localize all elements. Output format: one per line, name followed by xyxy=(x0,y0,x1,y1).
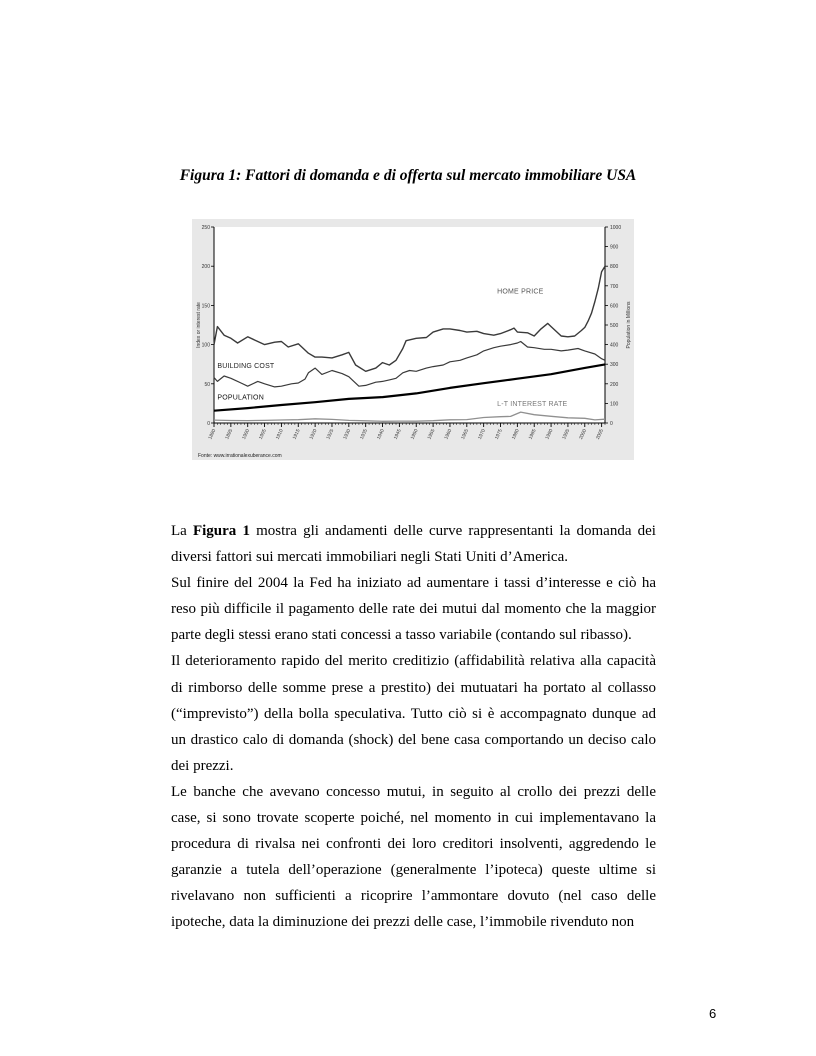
l-t-interest-rate-label: L-T INTEREST RATE xyxy=(497,400,568,408)
x-tick-label: 1945 xyxy=(393,428,403,441)
page-number: 6 xyxy=(709,1006,717,1021)
right-tick-label: 600 xyxy=(610,303,619,310)
right-tick-label: 1000 xyxy=(610,225,622,231)
x-tick-label: 1900 xyxy=(241,428,252,441)
x-tick-label: 1980 xyxy=(511,428,521,441)
x-tick-label: 1970 xyxy=(477,428,487,441)
x-tick-label: 1890 xyxy=(208,428,218,441)
x-tick-label: 1985 xyxy=(528,428,538,441)
right-tick-label: 800 xyxy=(610,264,619,271)
x-tick-label: 1930 xyxy=(343,428,353,441)
housing-factors-chart xyxy=(192,219,634,460)
x-tick-label: 1950 xyxy=(410,428,420,441)
right-tick-label: 500 xyxy=(610,323,619,329)
x-tick-label: 1905 xyxy=(258,428,268,441)
x-tick-label: 2000 xyxy=(579,428,589,441)
x-tick-label: 1975 xyxy=(494,428,504,441)
right-tick-label: 100 xyxy=(610,401,619,408)
x-tick-label: 1920 xyxy=(309,428,319,441)
right-axis-title: Population in Millions xyxy=(626,301,632,349)
building-cost-label: BUILDING COST xyxy=(217,363,275,371)
left-tick-label: 0 xyxy=(207,421,210,427)
x-tick-label: 1910 xyxy=(275,428,285,441)
left-tick-label: 200 xyxy=(201,264,210,271)
x-tick-label: 1935 xyxy=(359,428,369,441)
x-tick-label: 1990 xyxy=(545,428,555,441)
right-tick-label: 900 xyxy=(610,244,619,251)
paragraph-4: Le banche che avevano concesso mutui, in seguito al crollo dei prezzi delle case, si sono trovate scoperte poiché, nel momento in cui implementavano la procedura di rivalsa nei confronti dei loro creditori insolventi, aggredendo le garanzie a tutela dell’operazione (generalmente l’ipoteca) queste ultime si rivelavano non sufficienti a ricoprire l’ammontare dovuto (nel caso delle ipoteche, data la diminuzione dei prezzi delle case, l’immobile rivenduto non xyxy=(171,783,656,931)
left-axis-title: Index or interest rate xyxy=(196,302,202,348)
paragraph-1-intro: La xyxy=(171,523,193,539)
figure-caption: Figura 1: Fattori di domanda e di offerta sul mercato immobiliare USA xyxy=(179,167,637,184)
body-text xyxy=(171,518,656,936)
right-tick-label: 700 xyxy=(610,283,619,290)
x-tick-label: 1940 xyxy=(376,428,386,441)
x-tick-label: 1915 xyxy=(292,428,302,441)
x-tick-label: 1925 xyxy=(326,428,336,441)
left-tick-label: 100 xyxy=(201,342,210,349)
x-tick-label: 1995 xyxy=(562,428,572,441)
right-tick-label: 200 xyxy=(610,381,619,388)
left-tick-label: 250 xyxy=(201,225,210,231)
figure-chart xyxy=(192,219,634,460)
source-note: Fonte: www.irrationalexuberance.com xyxy=(198,453,282,459)
home-price-label: HOME PRICE xyxy=(497,288,544,296)
right-tick-label: 0 xyxy=(610,421,613,427)
x-tick-label: 1955 xyxy=(427,428,437,441)
x-tick-label: 2005 xyxy=(595,428,605,441)
paragraph-1 xyxy=(171,518,656,570)
left-tick-label: 150 xyxy=(201,303,210,310)
left-tick-label: 50 xyxy=(204,381,210,388)
x-tick-label: 1895 xyxy=(225,428,235,441)
population-label: POPULATION xyxy=(217,394,264,402)
paragraph-3: Il deterioramento rapido del merito creditizio (affidabilità relativa alla capacità di rimborso delle somme prese a prestito) dei mutuatari ha portato al collasso (“imprevisto”) della bolla speculativa. Tutto ciò si è accompagnato dunque ad un drastico calo di domanda (shock) del bene casa comportando un deciso calo dei prezzi. xyxy=(171,653,656,774)
right-tick-label: 300 xyxy=(610,362,619,369)
x-tick-label: 1960 xyxy=(444,428,454,441)
right-tick-label: 400 xyxy=(610,342,619,349)
figure-reference: Figura 1 xyxy=(192,523,250,539)
paragraph-1-rest: mostra gli andamenti delle curve rappresentanti la domanda dei diversi fattori sui mercati immobiliari negli Stati Uniti d’America. xyxy=(171,523,656,566)
paragraph-2: Sul finire del 2004 la Fed ha iniziato ad aumentare i tassi d’interesse e ciò ha reso più difficile il pagamento delle rate dei mutui dal momento che la maggior parte degli stessi erano stati concessi a tasso variabile (contando sul ribasso). xyxy=(171,575,656,644)
x-tick-label: 1965 xyxy=(461,428,471,441)
